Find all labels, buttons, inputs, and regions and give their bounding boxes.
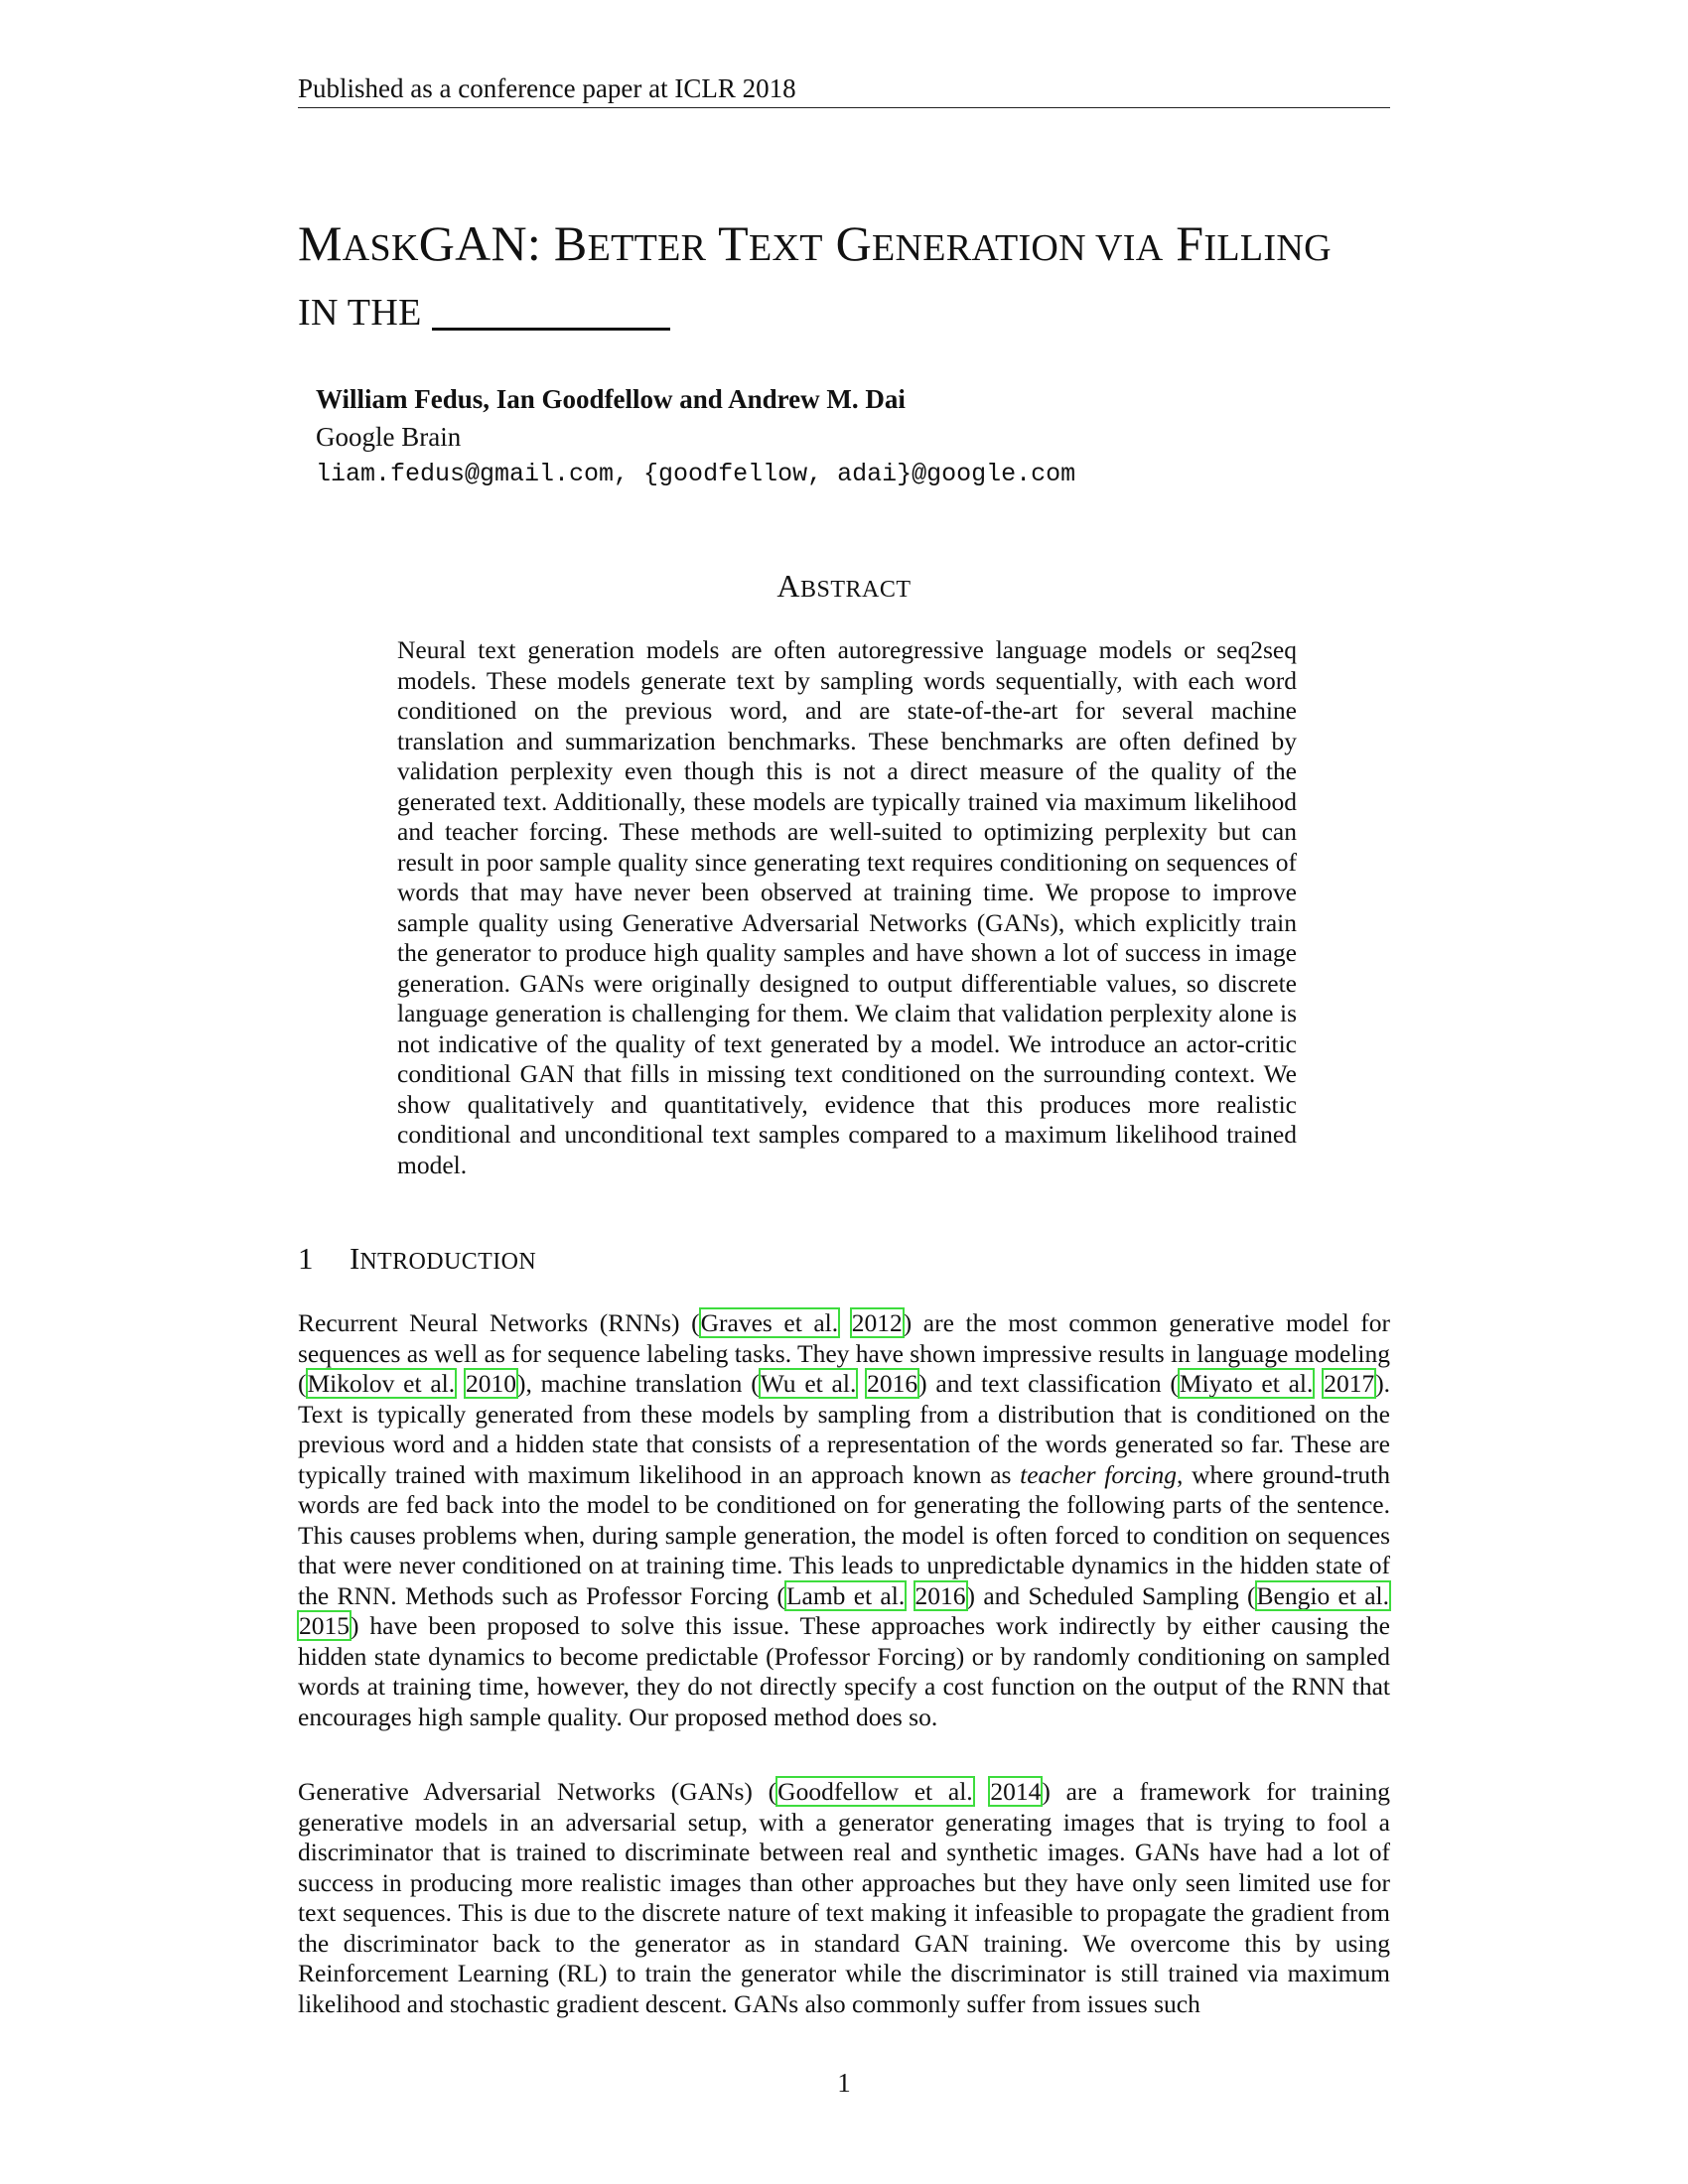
abstract-heading: ABSTRACT: [776, 568, 912, 604]
author-block: [316, 380, 1388, 493]
citation-link[interactable]: Goodfellow et al.: [777, 1777, 973, 1806]
paper-title: MASKGAN: BETTER TEXT GENERATION VIA FILLING IN THE: [298, 215, 1332, 334]
citation-year-link[interactable]: 2015: [299, 1611, 350, 1640]
page-number: 1: [837, 2068, 851, 2098]
affiliation: Google Brain: [316, 422, 462, 452]
author-emails: liam.fedus@gmail.com, {goodfellow, adai}@google.com: [316, 460, 1076, 488]
title-line2: IN THE: [298, 292, 422, 334]
citation-year-link[interactable]: 2016: [867, 1369, 918, 1398]
citation-year-link[interactable]: 2014: [990, 1777, 1042, 1806]
intro-paragraph-2: Generative Adversarial Networks (GANs) (Goodfellow et al. 2014) are a framework for training generative models in an adversarial setup, with a generator generating images that is trying to fool a discriminator that is trained to discriminate between real and synthetic images. GANs have had a lot of success in producing more realistic images than other approaches but they have only seen limited use for text sequences. This is due to the discrete nature of text making it infeasible to propagate the gradient from the discriminator back to the generator as in standard GAN training. We overcome this by using Reinforcement Learning (RL) to train the generator while the discriminator is still trained via maximum likelihood and stochastic gradient descent. GANs also commonly suffer from issues such: [298, 1777, 1390, 2018]
citation-year-link[interactable]: 2010: [465, 1369, 516, 1398]
title-blank: [432, 284, 670, 331]
citation-link[interactable]: Miyato et al.: [1179, 1369, 1314, 1398]
citation-year-link[interactable]: 2016: [914, 1580, 966, 1610]
intro-paragraph-1: Recurrent Neural Networks (RNNs) (Graves et al. 2012) are the most common generative model for sequences as well as for sequence labeling tasks. They have shown impressive results in language modeling (Mikolov et al. 2010), machine translation (Wu et al. 2016) and text classification (Miyato et al. 2017). Text is typically generated from these models by sampling from a distribution that is conditioned on the previous word and a hidden state that consists of a representation of the words generated so far. These are typically trained with maximum likelihood in an approach known as teacher forcing, where ground-truth words are fed back into the model to be conditioned on for generating the following parts of the sentence. This causes problems when, during sample generation, the model is often forced to condition on sequences that were never conditioned on at training time. This leads to unpredictable dynamics in the hidden state of the RNN. Methods such as Professor Forcing (Lamb et al. 2016) and Scheduled Sampling (Bengio et al. 2015) have been proposed to solve this issue. These approaches work indirectly by either causing the hidden state dynamics to become predictable (Professor Forcing) or by randomly conditioning on sampled words at training time, however, they do not directly specify a cost function on the output of the RNN that encourages high sample quality. Our proposed method does so.: [298, 1308, 1391, 1731]
section-number: 1: [298, 1241, 314, 1276]
citation-year-link[interactable]: 2012: [851, 1308, 903, 1337]
citation-link[interactable]: Lamb et al.: [785, 1580, 906, 1610]
header-rule: [298, 107, 1390, 108]
citation-link[interactable]: Mikolov et al.: [307, 1369, 456, 1398]
citation-year-link[interactable]: 2017: [1324, 1369, 1375, 1398]
author-names: William Fedus, Ian Goodfellow and Andrew M. Dai: [316, 384, 906, 414]
citation-link[interactable]: Wu et al.: [760, 1369, 857, 1398]
citation-link[interactable]: Bengio et al.: [1256, 1580, 1389, 1610]
citation-link[interactable]: Graves et al.: [700, 1308, 839, 1337]
abstract-text: Neural text generation models are often autoregressive language models or seq2seq models. These models generate text by sampling words sequentially, with each word conditioned on the previous word, and are state-of-the-art for several machine translation and summarization benchmarks. These benchmarks are often defined by validation perplexity even though this is not a direct measure of the quality of the generated text. Additionally, these models are typically trained via maximum likelihood and teacher forcing. These methods are well-suited to optimizing perplexity but can result in poor sample quality since generating text requires conditioning on sequences of words that may have never been observed at training time. We propose to improve sample quality using Generative Adversarial Networks (GANs), which explicitly train the generator to produce high quality samples and have shown a lot of success in image generation. GANs were originally designed to output differentiable values, so discrete language generation is challenging for them. We claim that validation perplexity alone is not indicative of the quality of text generated by a model. We introduce an actor-critic conditional GAN that fills in missing text conditioned on the surrounding context. We show qualitatively and quantitatively, evidence that this produces more realistic conditional and unconditional text samples compared to a maximum likelihood trained model.: [397, 635, 1297, 1179]
running-header: Published as a conference paper at ICLR 2018: [298, 73, 796, 103]
section-heading-introduction: 1 INTRODUCTION: [298, 1241, 537, 1276]
